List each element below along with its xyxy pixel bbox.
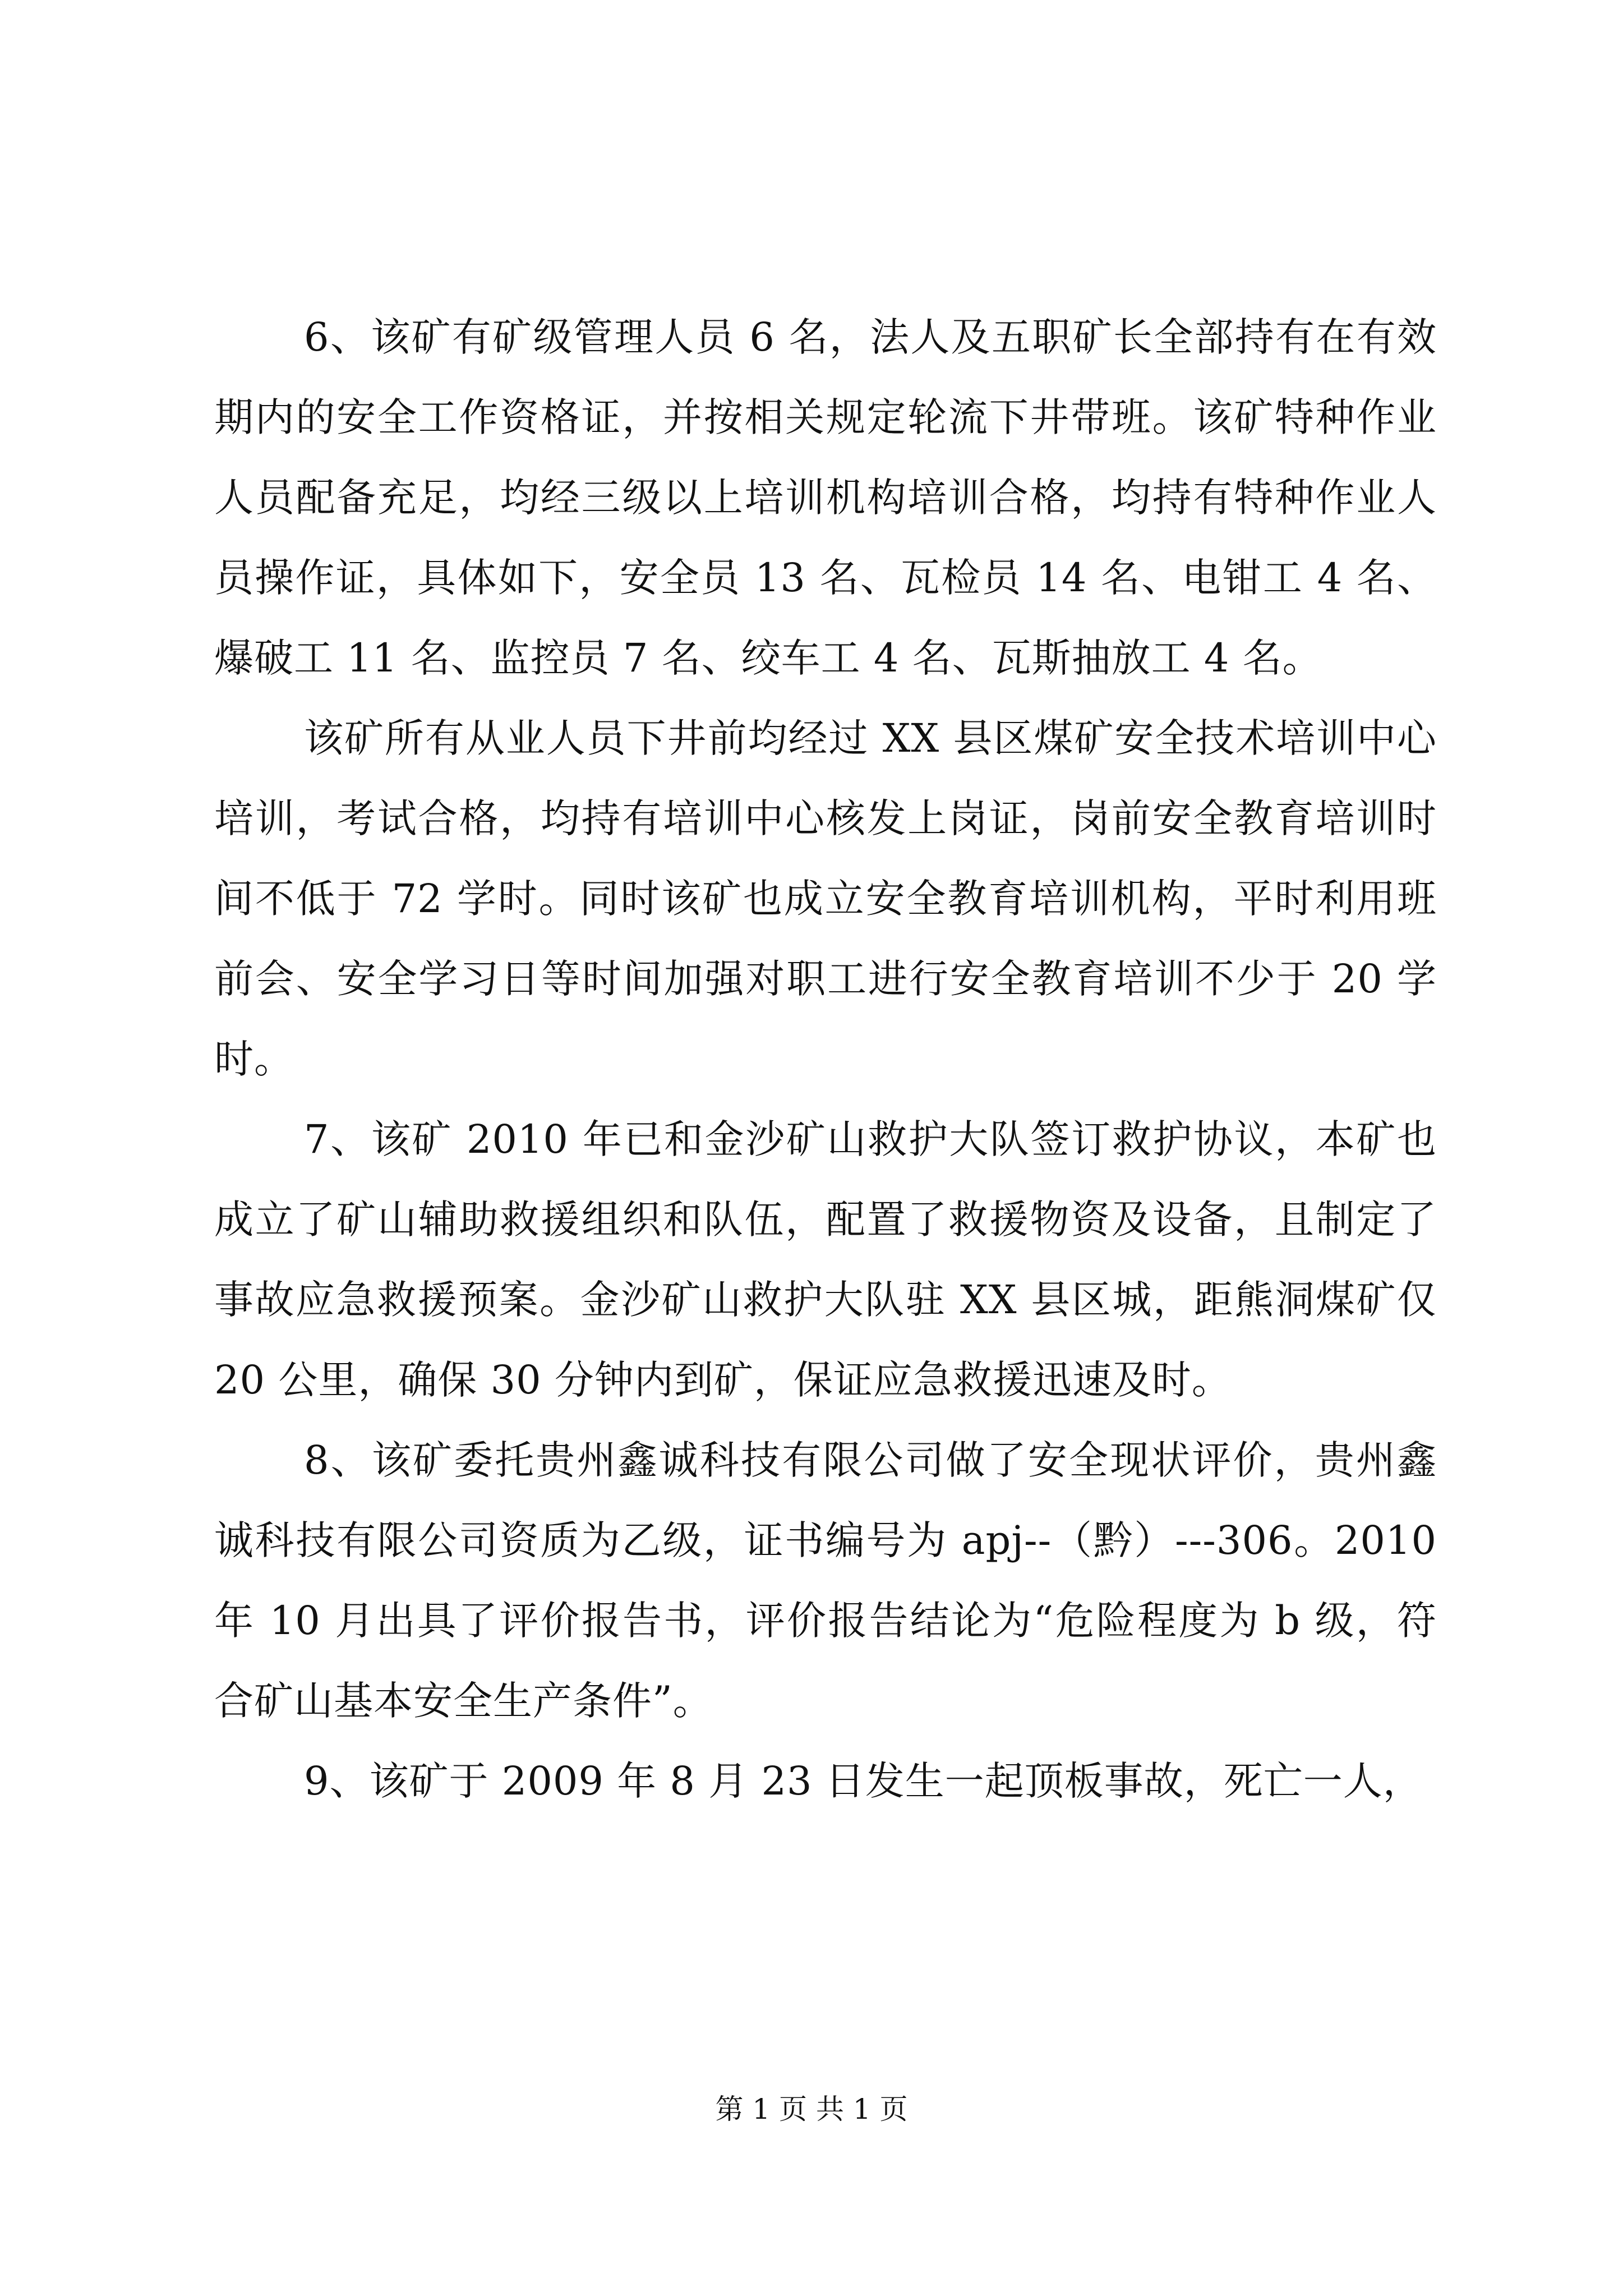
paragraph-7: 7、该矿 2010 年已和金沙矿山救护大队签订救护协议，本矿也成立了矿山辅助救援组织和队伍，配置了救援物资及设备，且制定了事故应急救援预案。金沙矿山救护大队驻 XX 县区城，距熊洞煤矿仅 20 公里，确保 30 分钟内到矿，保证应急救援迅速及时。 xyxy=(214,1116,1450,1403)
page-footer: 第 1 页 共 1 页 xyxy=(715,2093,908,2125)
document-body xyxy=(214,297,1450,1821)
paragraph-training: 该矿所有从业人员下井前均经过 XX 县区煤矿安全技术培训中心培训，考试合格，均持有培训中心核发上岗证，岗前安全教育培训时间不低于 72 学时。同时该矿也成立安全教育培训机构，平时利用班前会、安全学习日等时间加强对职工进行安全教育培训不少于 20 学时。 xyxy=(214,715,1437,1082)
paragraph-9: 9、该矿于 2009 年 8 月 23 日发生一起顶板事故，死亡一人， xyxy=(304,1758,1423,1804)
paragraph-6: 6、该矿有矿级管理人员 6 名，法人及五职矿长全部持有在有效期内的安全工作资格证，并按相关规定轮流下井带班。该矿特种作业人员配备充足，均经三级以上培训机构培训合格，均持有特种作业人员操作证，具体如下，安全员 13 名、瓦检员 14 名、电钳工 4 名、爆破工 11 名、监控员 7 名、绞车工 4 名、瓦斯抽放工 4 名。 xyxy=(214,314,1437,681)
paragraph-8: 8、该矿委托贵州鑫诚科技有限公司做了安全现状评价，贵州鑫诚科技有限公司资质为乙级，证书编号为 apj--（黔）---306。2010 年 10 月出具了评价报告书，评价报告结论为“危险程度为 b 级，符合矿山基本安全生产条件”。 xyxy=(214,1437,1450,1724)
